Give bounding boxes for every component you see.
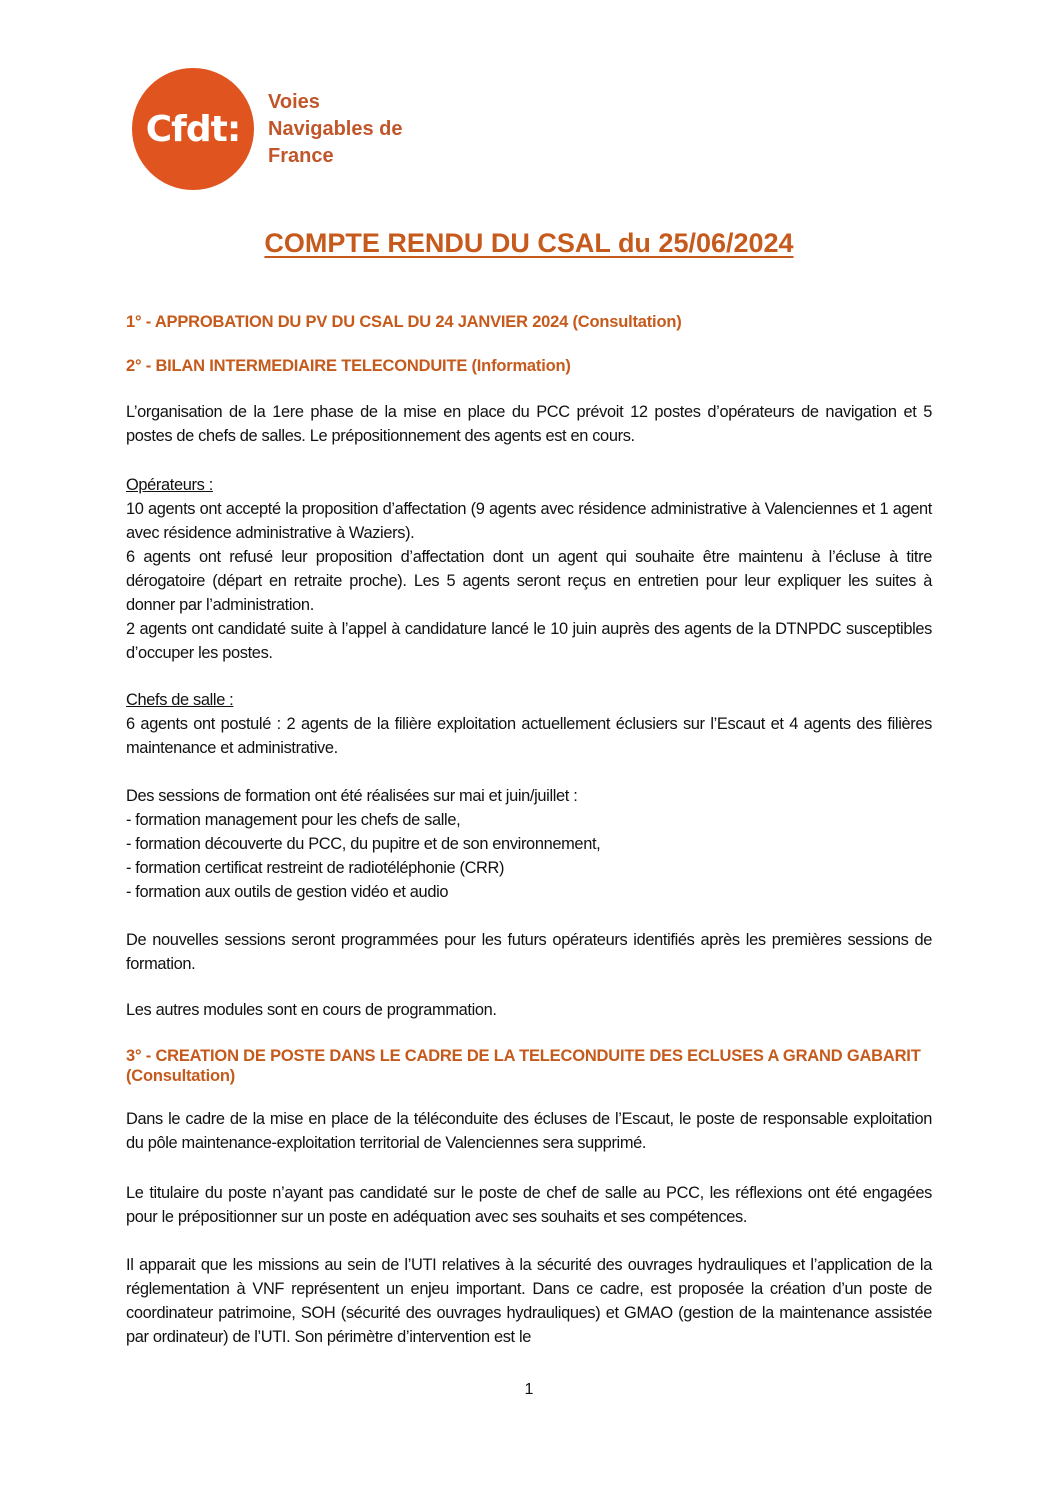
section-2-intro: L’organisation de la 1ere phase de la mise en place du PCC prévoit 12 postes d’opérateurs de navigation et 5 postes de chefs de salles. Le prépositionnement des agents est en cours. xyxy=(126,403,932,445)
formation-item: - formation aux outils de gestion vidéo et audio xyxy=(126,883,449,901)
chefs-block xyxy=(126,688,932,760)
formation-item: - formation découverte du PCC, du pupitre et de son environnement, xyxy=(126,835,601,853)
operateurs-item: 10 agents ont accepté la proposition d’affectation (9 agents avec résidence administrative à Valenciennes et 1 agent avec résidence administrative à Waziers). xyxy=(126,500,932,542)
logo-mark: Cfdt: xyxy=(132,68,254,190)
formation-block xyxy=(126,784,932,904)
formation-intro: Des sessions de formation ont été réalisées sur mai et juin/juillet : xyxy=(126,787,578,805)
cfdt-logo xyxy=(132,68,403,190)
page-number: 1 xyxy=(524,1381,534,1398)
chefs-label: Chefs de salle : xyxy=(126,691,234,709)
logo-line: Voies xyxy=(268,90,320,113)
formation-item: - formation management pour les chefs de salle, xyxy=(126,811,461,829)
logo-line: Navigables de xyxy=(268,117,403,140)
section-3-heading: 3° - CREATION DE POSTE DANS LE CADRE DE LA TELECONDUITE DES ECLUSES A GRAND GABARIT (Consultation) xyxy=(126,1047,921,1085)
chefs-text: 6 agents ont postulé : 2 agents de la filière exploitation actuellement éclusiers sur l’Escaut et 4 agents des filières maintenance et administrative. xyxy=(126,715,932,757)
operateurs-item: 2 agents ont candidaté suite à l’appel à candidature lancé le 10 juin auprès des agents de la DTNPDC susceptibles d’occuper les postes. xyxy=(126,620,932,662)
logo-text xyxy=(268,89,403,170)
section-3-p2: Le titulaire du poste n’ayant pas candidaté sur le poste de chef de salle au PCC, les réflexions ont été engagées pour le prépositionner sur un poste en adéquation avec ses souhaits et ses compétences. xyxy=(126,1184,932,1226)
nouvelles-sessions: De nouvelles sessions seront programmées pour les futurs opérateurs identifiés après les premières sessions de formation. xyxy=(126,931,932,973)
logo-line: France xyxy=(268,144,334,167)
operateurs-label: Opérateurs : xyxy=(126,476,213,494)
section-3-p3: Il apparait que les missions au sein de l’UTI relatives à la sécurité des ouvrages hydrauliques et l’application de la réglementation à VNF représentent un enjeu important. Dans ce cadre, est proposée la création d’un poste de coordinateur patrimoine, SOH (sécurité des ouvrages hydrauliques) et GMAO (gestion de la maintenance assistée par ordinateur) de l’UTI. Son périmètre d’intervention est le xyxy=(126,1256,932,1346)
section-3-p1: Dans le cadre de la mise en place de la téléconduite des écluses de l’Escaut, le poste de responsable exploitation du pôle maintenance-exploitation territorial de Valenciennes sera supprimé. xyxy=(126,1110,932,1152)
operateurs-block xyxy=(126,473,932,665)
autres-modules: Les autres modules sont en cours de programmation. xyxy=(126,1001,497,1019)
section-1-heading: 1° - APPROBATION DU PV DU CSAL DU 24 JANVIER 2024 (Consultation) xyxy=(126,313,682,331)
section-2-heading: 2° - BILAN INTERMEDIAIRE TELECONDUITE (Information) xyxy=(126,357,571,375)
operateurs-item: 6 agents ont refusé leur proposition d’affectation dont un agent qui souhaite être maintenu à l’écluse à titre dérogatoire (départ en retraite proche). Les 5 agents seront reçus en entretien pour leur expliquer les suites à donner par l’administration. xyxy=(126,548,932,614)
formation-item: - formation certificat restreint de radiotéléphonie (CRR) xyxy=(126,859,505,877)
document-title: COMPTE RENDU DU CSAL du 25/06/2024 xyxy=(264,228,794,258)
